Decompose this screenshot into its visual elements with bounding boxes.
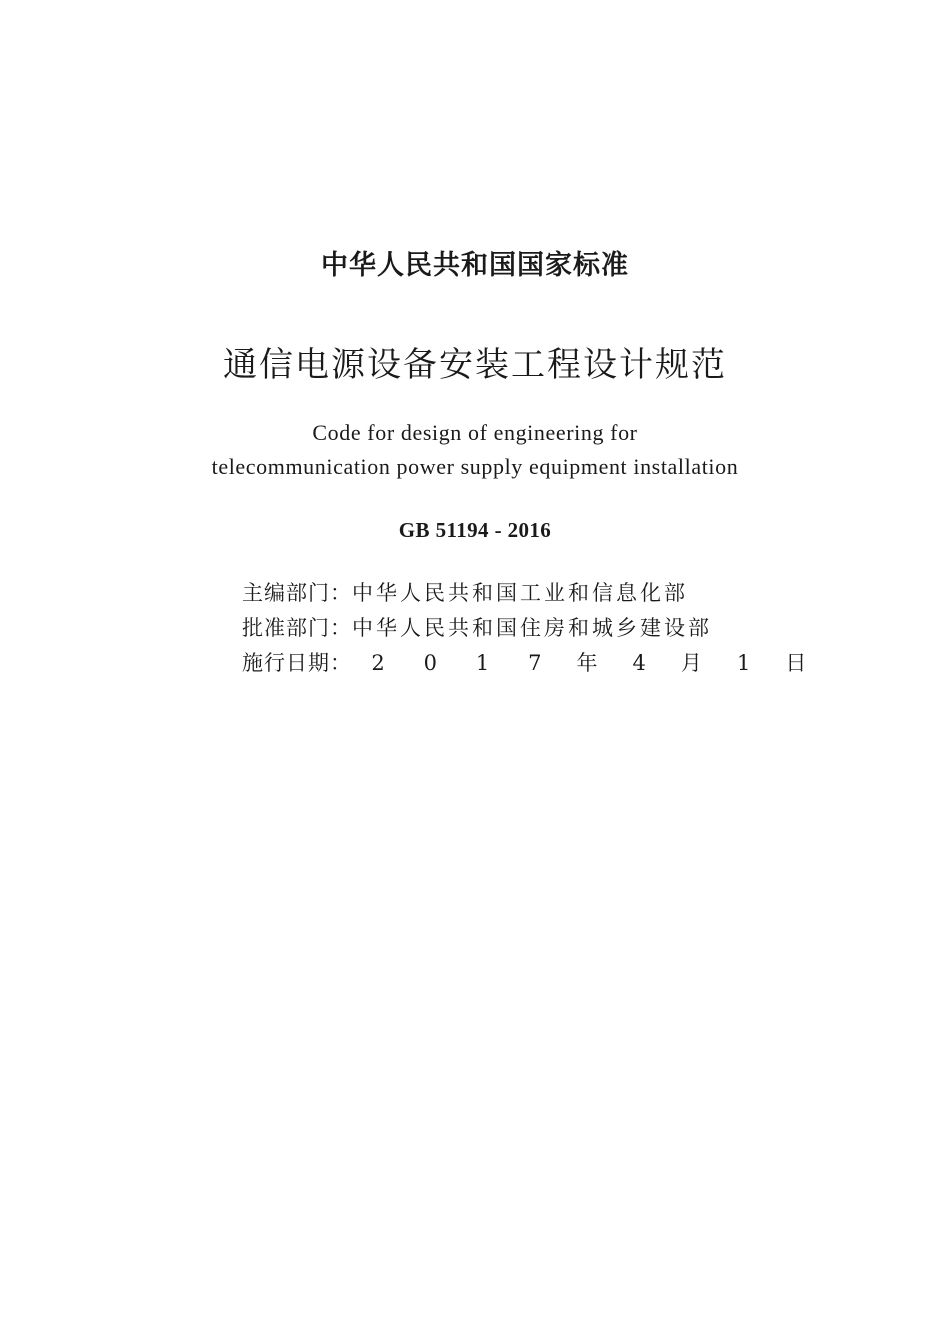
date-digit: 1 (475, 651, 490, 675)
date-month-char: 月 (680, 651, 702, 675)
document-title-english-line-2: telecommunication power supply equipment installation (211, 454, 739, 479)
date-digit: 2 (371, 651, 385, 675)
date-day-char: 日 (785, 651, 807, 675)
date-digit: 0 (423, 651, 438, 675)
approver-department-value: 中华人民共和国住房和城乡建设部 (352, 616, 712, 640)
editor-department-label: 主编部门： (242, 581, 352, 605)
editor-department-value: 中华人民共和国工业和信息化部 (352, 581, 688, 605)
date-year-char: 年 (576, 651, 598, 675)
date-digit: 1 (736, 651, 751, 675)
standard-number: GB 51194 - 2016 (398, 518, 552, 542)
effective-date-row (242, 648, 822, 678)
approver-department-label: 批准部门： (242, 616, 352, 640)
date-digit: 7 (528, 651, 542, 675)
approver-department-row (242, 613, 712, 643)
date-digit: 4 (632, 651, 646, 675)
effective-date-value (352, 648, 822, 678)
standard-series-heading: 中华人民共和国国家标准 (321, 250, 629, 281)
editor-department-row (242, 578, 688, 608)
document-title-chinese: 通信电源设备安装工程设计规范 (223, 345, 727, 385)
effective-date-label: 施行日期： (242, 651, 352, 675)
document-title-english-line-1: Code for design of engineering for (312, 420, 638, 445)
